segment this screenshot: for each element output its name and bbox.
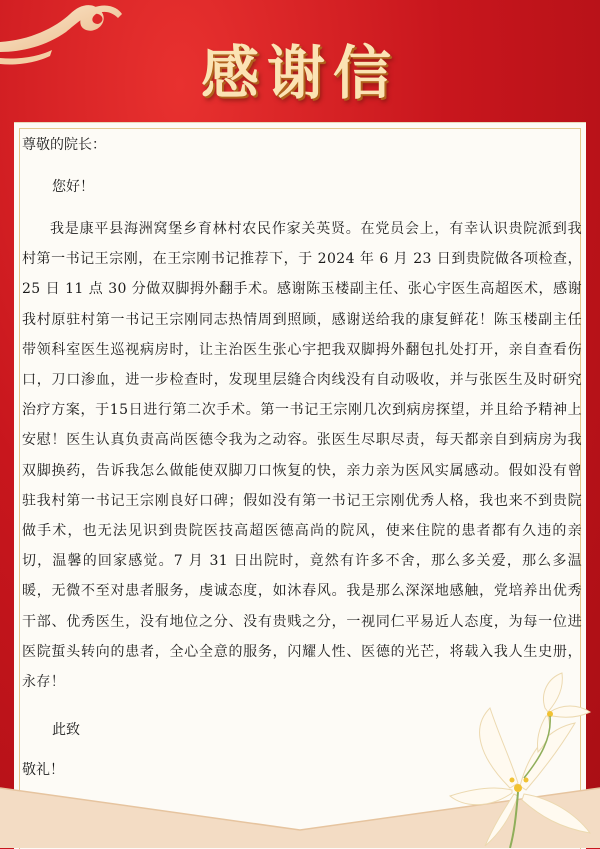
greeting: 您好！ bbox=[52, 179, 94, 195]
letter-body: 我是康平县海洲窝堡乡育林村农民作家关英贤。在党员会上，有幸认识贵院派到我村第一书记王宗刚，在王宗刚书记推荐下，于 2024 年 6 月 23 日到贵院做各项检查，25 日 11 点 30 分做双脚拇外翻手术。感谢陈玉楼副主任、张心宇医生高超医术，感谢我村原驻村第一书记王宗刚同志热情周到照顾，感谢送给我的康复鲜花！陈玉楼副主任带领科室医生巡视病房时，让主治医生张心宇把我双脚拇外翻包扎处打开，亲自查看伤口，刀口渗血，进一步检查时，发现里层缝合肉线没有自动吸收，并与张医生及时研究治疗方案，于15日进行第二次手术。第一书记王宗刚几次到病房探望，并且给予精神上安慰！医生认真负责高尚医德令我为之动容。张医生尽职尽责，每天都亲自到病房为我双脚换药，告诉我怎么做能使双脚刀口恢复的快，亲力亲为医风实属感动。假如没有曾驻我村第一书记王宗刚良好口碑；假如没有第一书记王宗刚优秀人格，我也来不到贵院做手术，也无法见识到贵院医技高超医德高尚的院风，使来住院的患者都有久违的亲切，温馨的回家感觉。7 月 31 日出院时，竟然有许多不舍，那么多关爱，那么多温暖，无微不至对患者服务，虔诚态度，如沐春风。我是那么深深地感触，党培养出优秀干部、优秀医生，没有地位之分、没有贵贱之分，一视同仁平易近人态度，为每一位进医院蜇头转向的患者，全心全意的服务，闪耀人性、医德的光芒，将载入我人生史册，永存！ bbox=[22, 221, 582, 691]
letter-title: 感谢信 bbox=[200, 39, 399, 107]
lily-flower-icon bbox=[440, 668, 600, 848]
closing-line-2: 敬礼！ bbox=[22, 762, 64, 779]
salutation: 尊敬的院长： bbox=[22, 137, 106, 153]
closing-line-1: 此致 bbox=[52, 722, 80, 739]
